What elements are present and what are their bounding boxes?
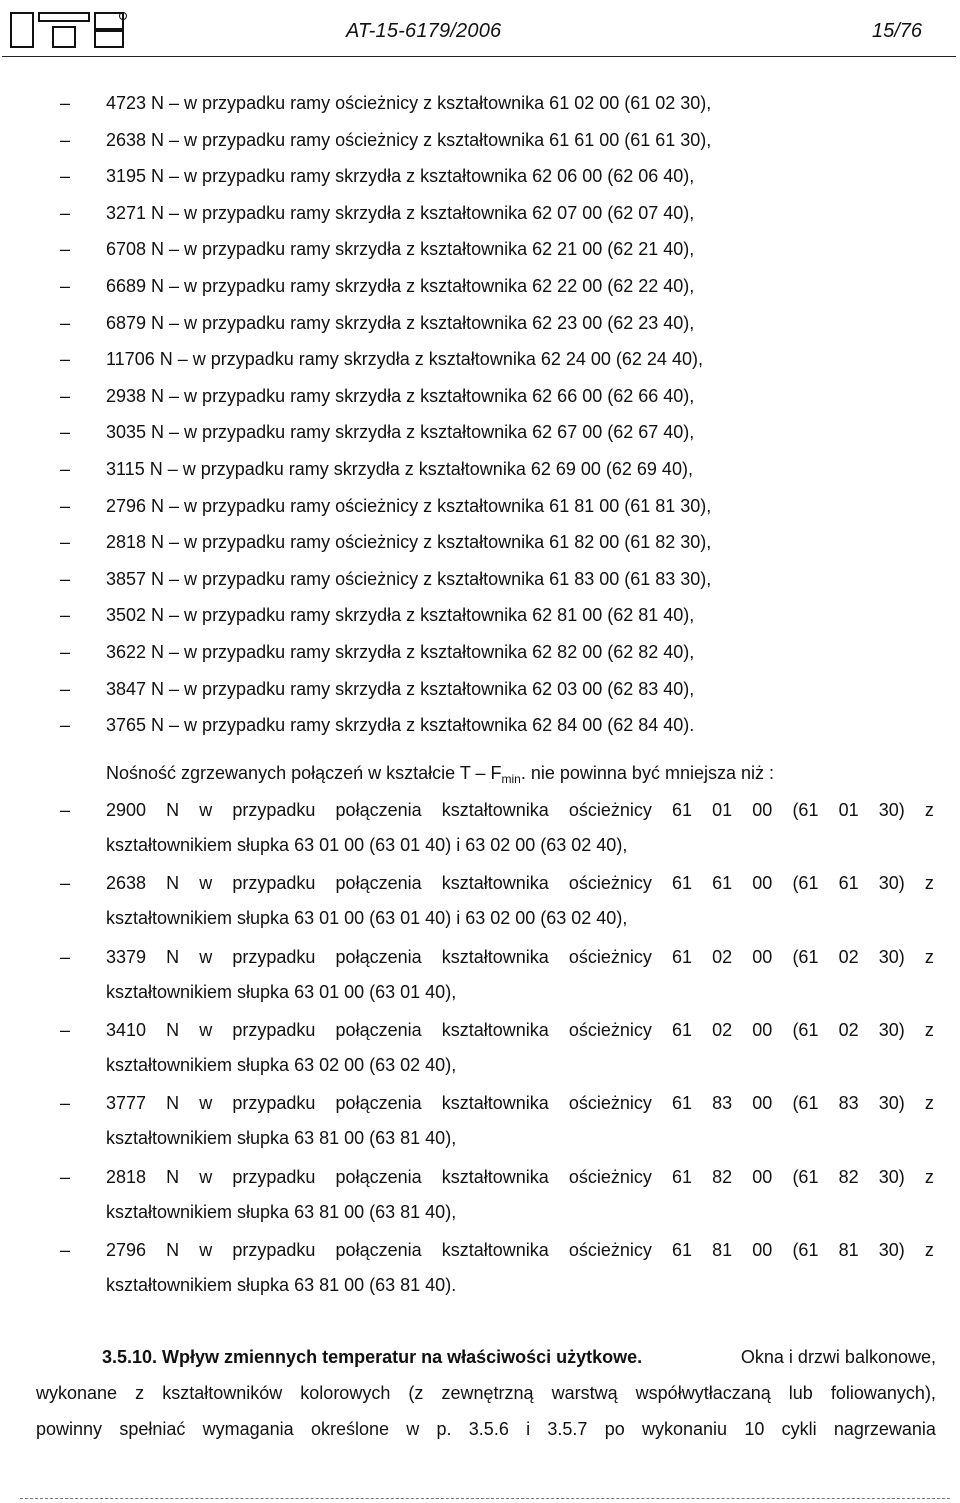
list-item-text: 3847 N – w przypadku ramy skrzydła z kształtownika 62 03 00 (62 83 40), <box>106 678 695 699</box>
list-item-text: 2818 N – w przypadku ramy ościeżnicy z kształtownika 61 82 00 (61 82 30), <box>106 532 712 553</box>
bullet-dash: – <box>60 166 71 187</box>
bullet-dash: – <box>60 422 71 443</box>
list-item <box>0 234 960 264</box>
section-line: powinny spełniać wymagania określone w p. 3.5.6 i 3.5.7 po wykonaniu 10 cykli nagrzewania <box>36 1419 936 1439</box>
list-item-line: 3379 N w przypadku połączenia kształtownika ościeżnicy 61 02 00 (61 02 30) z <box>106 946 934 967</box>
list-item-text: 6708 N – w przypadku ramy skrzydła z kształtownika 62 21 00 (62 21 40), <box>106 239 695 260</box>
bullet-dash: – <box>60 495 71 516</box>
section-3-5-10 <box>36 1339 936 1447</box>
bullet-dash: – <box>60 568 71 589</box>
bullet-dash: – <box>60 202 71 223</box>
bullet-dash: – <box>60 605 71 626</box>
bullet-dash: – <box>60 385 71 406</box>
list-item-text: 2796 N – w przypadku ramy ościeżnicy z kształtownika 61 81 00 (61 81 30), <box>106 495 712 516</box>
section-text: Okna i drzwi balkonowe, <box>740 1347 936 1367</box>
list-item-line: kształtownikiem słupka 63 02 00 (63 02 40), <box>106 1054 457 1075</box>
bullet-dash: – <box>60 1166 71 1187</box>
list-item <box>0 344 960 374</box>
list-item-line: kształtownikiem słupka 63 81 00 (63 81 40), <box>106 1201 457 1222</box>
list-item <box>0 564 960 594</box>
bullet-dash: – <box>60 349 71 370</box>
footer-divider <box>20 1498 950 1499</box>
bullet-dash: – <box>60 1019 71 1040</box>
list-item-text: 3857 N – w przypadku ramy ościeżnicy z kształtownika 61 83 00 (61 83 30), <box>106 568 712 589</box>
list-item <box>0 942 960 1012</box>
list-item <box>0 198 960 228</box>
bullet-dash: – <box>60 1239 71 1260</box>
t-joint-lead-paragraph: Nośność zgrzewanych połączeń w kształcie T – $F_{min}$. nie powinna być mniejsza niż : <box>106 763 774 786</box>
list-item-text: 2638 N – w przypadku ramy ościeżnicy z kształtownika 61 61 00 (61 61 30), <box>106 129 712 150</box>
list-item-text: 3195 N – w przypadku ramy skrzydła z kształtownika 62 06 00 (62 06 40), <box>106 166 695 187</box>
list-item <box>0 1088 960 1158</box>
list-item-line: kształtownikiem słupka 63 81 00 (63 81 40), <box>106 1128 457 1149</box>
list-item <box>0 417 960 447</box>
list-item-text: 2938 N – w przypadku ramy skrzydła z kształtownika 62 66 00 (62 66 40), <box>106 385 695 406</box>
section-line <box>36 1339 936 1375</box>
list-item-text: 3115 N – w przypadku ramy skrzydła z kształtownika 62 69 00 (62 69 40), <box>106 459 693 479</box>
list-item <box>0 1162 960 1232</box>
list-item <box>0 491 960 521</box>
bullet-dash: – <box>60 1093 71 1114</box>
list-item-line: 2638 N w przypadku połączenia kształtownika ościeżnicy 61 61 00 (61 61 30) z <box>106 873 934 894</box>
list-item-text: 6879 N – w przypadku ramy skrzydła z kształtownika 62 23 00 (62 23 40), <box>106 312 695 333</box>
list-item-line: kształtownikiem słupka 63 01 00 (63 01 40) i 63 02 00 (63 02 40), <box>106 835 628 855</box>
bullet-dash: – <box>60 239 71 260</box>
list-item-line: 2818 N w przypadku połączenia kształtownika ościeżnicy 61 82 00 (61 82 30) z <box>106 1166 934 1187</box>
list-item <box>0 88 960 118</box>
list-item-text: 3622 N – w przypadku ramy skrzydła z kształtownika 62 82 00 (62 82 40), <box>106 642 695 662</box>
bullet-dash: – <box>60 678 71 699</box>
list-item-line: kształtownikiem słupka 63 01 00 (63 01 40), <box>106 981 457 1002</box>
list-item-text: 6689 N – w przypadku ramy skrzydła z kształtownika 62 22 00 (62 22 40), <box>106 276 695 296</box>
list-item <box>0 600 960 630</box>
list-item <box>0 637 960 667</box>
list-item-line: 2796 N w przypadku połączenia kształtownika ościeżnicy 61 81 00 (61 81 30) z <box>106 1239 934 1260</box>
bullet-dash: – <box>60 276 71 296</box>
list-item-line: 2900 N w przypadku połączenia kształtownika ościeżnicy 61 01 00 (61 01 30) z <box>106 800 934 820</box>
list-item <box>0 527 960 557</box>
itb-logo <box>10 12 128 48</box>
bullet-dash: – <box>60 93 71 113</box>
list-item <box>0 161 960 191</box>
bullet-dash: – <box>60 312 71 333</box>
bullet-dash: – <box>60 946 71 967</box>
list-item-text: 11706 N – w przypadku ramy skrzydła z kształtownika 62 24 00 (62 24 40), <box>106 349 703 370</box>
bullet-dash: – <box>60 532 71 553</box>
list-item-line: 3777 N w przypadku połączenia kształtownika ościeżnicy 61 83 00 (61 83 30) z <box>106 1093 934 1114</box>
list-item-line: 3410 N w przypadku połączenia kształtownika ościeżnicy 61 02 00 (61 02 30) z <box>106 1019 934 1040</box>
list-item <box>0 710 960 740</box>
list-item-text: 4723 N – w przypadku ramy ościeżnicy z kształtownika 61 02 00 (61 02 30), <box>106 93 712 113</box>
bullet-dash: – <box>60 459 71 479</box>
bullet-dash: – <box>60 715 71 736</box>
list-item <box>0 308 960 338</box>
bullet-dash: – <box>60 873 71 894</box>
section-line: wykonane z kształtowników kolorowych (z zewnętrzną warstwą współwytłaczaną lub foliowanych), <box>36 1383 936 1403</box>
list-item <box>0 674 960 704</box>
document-number: AT-15-6179/2006 <box>346 20 502 42</box>
bullet-dash: – <box>60 642 71 662</box>
list-item-line: kształtownikiem słupka 63 81 00 (63 81 40). <box>106 1274 457 1295</box>
list-item <box>0 1015 960 1085</box>
list-item-line: kształtownikiem słupka 63 01 00 (63 01 40) i 63 02 00 (63 02 40), <box>106 908 628 929</box>
list-item <box>0 125 960 155</box>
list-item <box>0 795 960 865</box>
header-divider <box>2 56 956 57</box>
list-item-text: 3271 N – w przypadku ramy skrzydła z kształtownika 62 07 00 (62 07 40), <box>106 202 695 223</box>
list-item <box>0 454 960 484</box>
page-header <box>0 0 960 60</box>
list-item <box>0 271 960 301</box>
bullet-dash: – <box>60 800 71 820</box>
list-item-text: 3502 N – w przypadku ramy skrzydła z kształtownika 62 81 00 (62 81 40), <box>106 605 695 626</box>
list-item <box>0 1235 960 1305</box>
page-number: 15/76 <box>872 20 923 42</box>
bullet-dash: – <box>60 129 71 150</box>
list-item <box>0 868 960 938</box>
list-item <box>0 381 960 411</box>
list-item-text: 3765 N – w przypadku ramy skrzydła z kształtownika 62 84 00 (62 84 40). <box>106 715 695 736</box>
list-item-text: 3035 N – w przypadku ramy skrzydła z kształtownika 62 67 00 (62 67 40), <box>106 422 695 443</box>
section-heading: 3.5.10. Wpływ zmiennych temperatur na właściwości użytkowe. <box>102 1347 643 1367</box>
